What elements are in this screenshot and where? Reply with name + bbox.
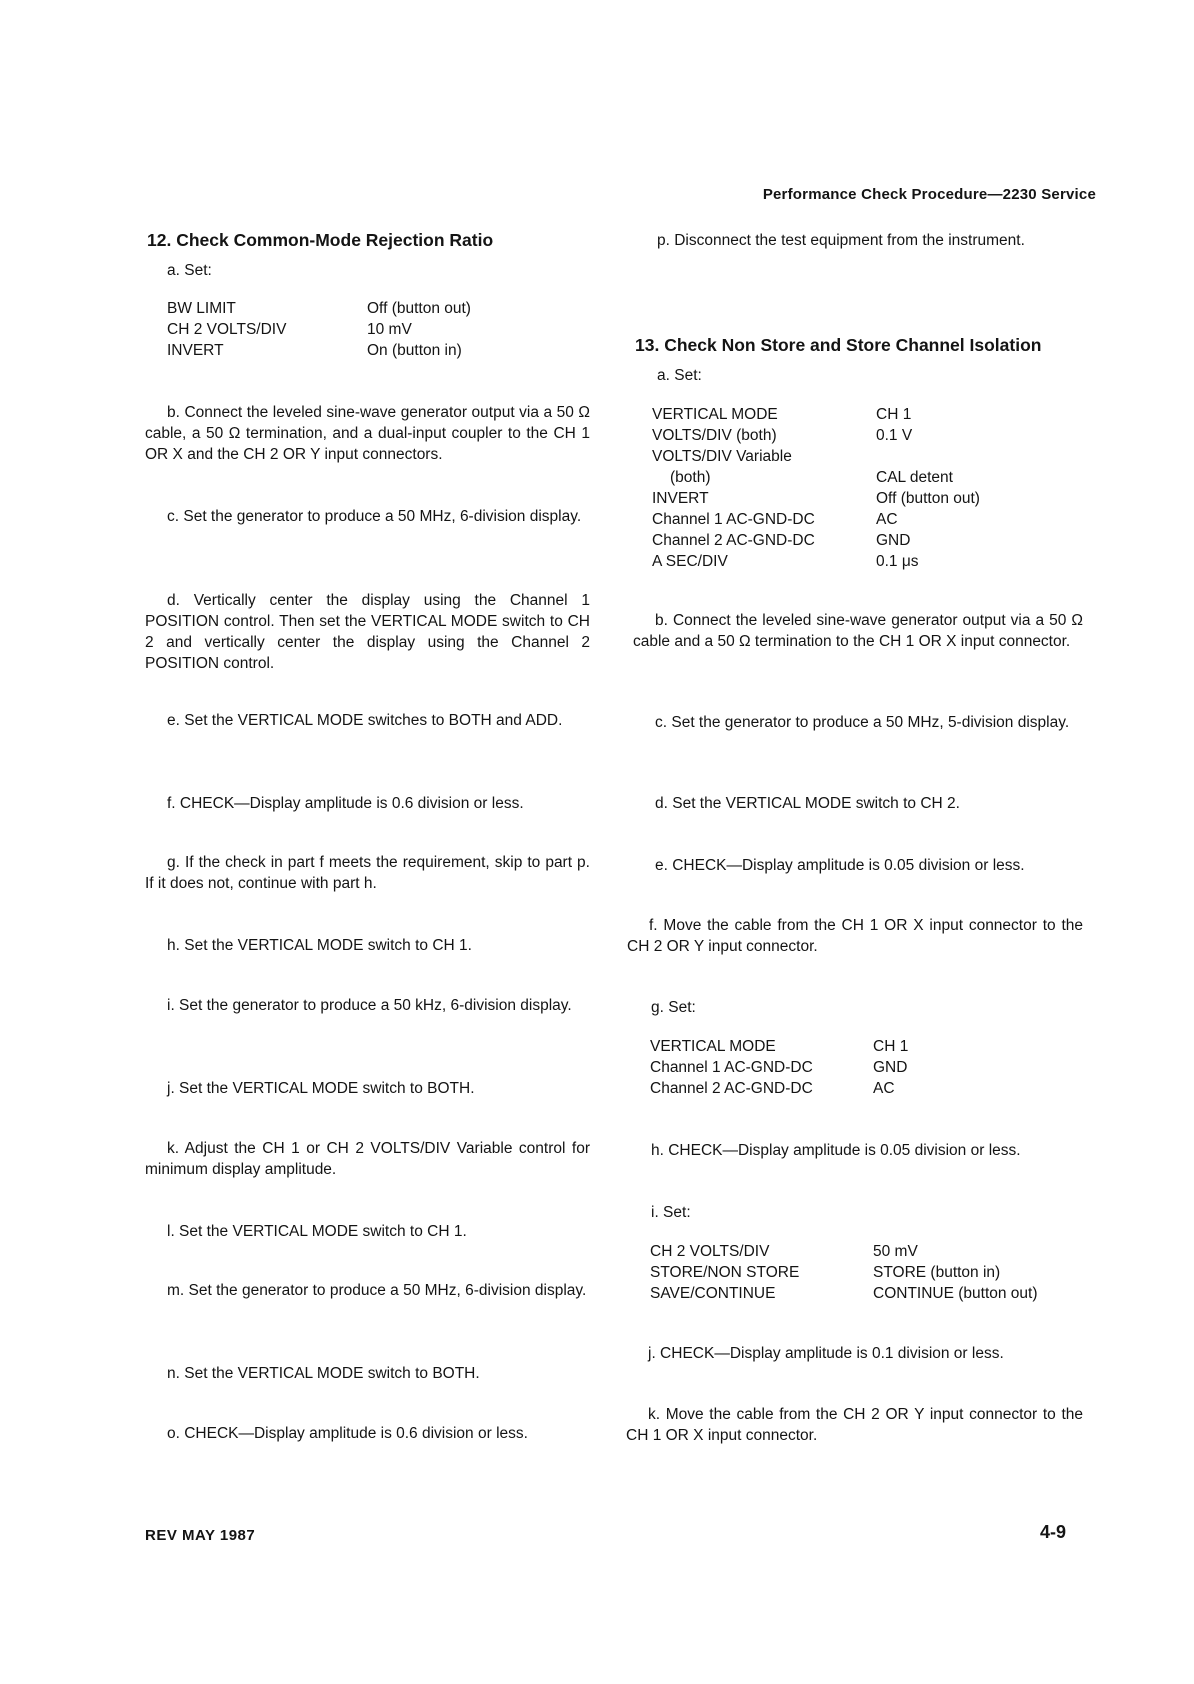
revision-date: REV MAY 1987: [145, 1527, 256, 1544]
setting-row: [167, 319, 497, 340]
setting-name: Channel 1 AC-GND-DC: [652, 511, 815, 528]
setting-value: CH 1: [876, 406, 912, 423]
left-step-m: m. Set the generator to produce a 50 MHz, 6-division display.: [167, 1282, 587, 1299]
left-step-l: l. Set the VERTICAL MODE switch to CH 1.: [167, 1223, 467, 1240]
setting-row: [652, 509, 1032, 530]
setting-name: VERTICAL MODE: [652, 406, 778, 423]
left-step-e: e. Set the VERTICAL MODE switches to BOTH and ADD.: [167, 712, 563, 729]
left-step-i: i. Set the generator to produce a 50 kHz, 6-division display.: [167, 997, 572, 1014]
setting-row: [167, 340, 497, 361]
left-step-j: j. Set the VERTICAL MODE switch to BOTH.: [167, 1080, 475, 1097]
section-13-heading: 13. Check Non Store and Store Channel Isolation: [635, 335, 1042, 355]
setting-name: A SEC/DIV: [652, 553, 728, 570]
page-number: 4-9: [1039, 1522, 1066, 1542]
setting-value: GND: [873, 1059, 908, 1076]
setting-row: [167, 298, 497, 319]
setting-name: Channel 2 AC-GND-DC: [652, 532, 815, 549]
setting-name: VOLTS/DIV Variable: [652, 448, 792, 465]
right-step-g: g. Set:: [651, 999, 696, 1016]
right-step-j: j. CHECK—Display amplitude is 0.1 division or less.: [648, 1345, 1004, 1362]
setting-value: CH 1: [873, 1038, 909, 1055]
setting-row: [652, 404, 1032, 425]
setting-value: AC: [873, 1080, 895, 1097]
setting-value: CAL detent: [876, 469, 953, 486]
left-step-c: c. Set the generator to produce a 50 MHz, 6-division display.: [167, 508, 582, 525]
setting-value: 0.1 μs: [876, 553, 919, 570]
left-step-f: f. CHECK—Display amplitude is 0.6 division or less.: [167, 795, 524, 812]
settings-table-13a: [652, 404, 1032, 572]
settings-table-13g: [650, 1036, 1030, 1099]
setting-name: (both): [670, 469, 711, 486]
section-12-heading: 12. Check Common-Mode Rejection Ratio: [147, 230, 494, 250]
right-step-h: h. CHECK—Display amplitude is 0.05 division or less.: [651, 1142, 1021, 1159]
setting-value: 0.1 V: [876, 427, 913, 444]
setting-value: On (button in): [367, 342, 462, 359]
setting-row: [652, 551, 1032, 572]
setting-value: 10 mV: [367, 321, 412, 338]
left-step-o: o. CHECK—Display amplitude is 0.6 division or less.: [167, 1425, 528, 1442]
setting-row: [650, 1036, 1030, 1057]
setting-name: CH 2 VOLTS/DIV: [167, 321, 287, 338]
setting-row: [652, 446, 1032, 467]
setting-name: SAVE/CONTINUE: [650, 1285, 776, 1302]
right-step-c: c. Set the generator to produce a 50 MHz, 5-division display.: [655, 714, 1070, 731]
setting-value: Off (button out): [876, 490, 980, 507]
setting-name: VERTICAL MODE: [650, 1038, 776, 1055]
setting-name: Channel 1 AC-GND-DC: [650, 1059, 813, 1076]
setting-name: STORE/NON STORE: [650, 1264, 800, 1281]
left-step-g: g. If the check in part f meets the requirement, skip to part p. If it does not, continue with part h.: [145, 854, 590, 892]
right-step-a: a. Set:: [657, 367, 702, 384]
right-step-e: e. CHECK—Display amplitude is 0.05 division or less.: [655, 857, 1025, 874]
setting-name: CH 2 VOLTS/DIV: [650, 1243, 770, 1260]
setting-row: [650, 1241, 1070, 1262]
right-step-p: p. Disconnect the test equipment from the instrument.: [657, 232, 1025, 249]
left-step-a: a. Set:: [167, 262, 212, 279]
setting-value: STORE (button in): [873, 1264, 1001, 1281]
left-step-h: h. Set the VERTICAL MODE switch to CH 1.: [167, 937, 472, 954]
setting-value: CONTINUE (button out): [873, 1285, 1038, 1302]
setting-value: GND: [876, 532, 911, 549]
settings-table-12a: [167, 298, 497, 361]
left-step-n: n. Set the VERTICAL MODE switch to BOTH.: [167, 1365, 480, 1382]
setting-row: [652, 467, 1032, 488]
right-step-k: k. Move the cable from the CH 2 OR Y input connector to the CH 1 OR X input connector.: [626, 1406, 1083, 1444]
left-step-b: b. Connect the leveled sine-wave generator output via a 50 Ω cable, a 50 Ω termination, and a dual-input coupler to the CH 1 OR X and the CH 2 OR Y input connectors.: [145, 404, 590, 463]
setting-row: [650, 1262, 1070, 1283]
left-step-k: k. Adjust the CH 1 or CH 2 VOLTS/DIV Variable control for minimum display amplitude.: [145, 1140, 590, 1178]
setting-row: [650, 1283, 1070, 1304]
right-step-i: i. Set:: [651, 1204, 691, 1221]
settings-table-13i: [650, 1241, 1070, 1304]
setting-value: Off (button out): [367, 300, 471, 317]
setting-name: VOLTS/DIV (both): [652, 427, 777, 444]
right-step-b: b. Connect the leveled sine-wave generator output via a 50 Ω cable and a 50 Ω termination to the CH 1 OR X input connector.: [633, 612, 1083, 650]
setting-name: INVERT: [167, 342, 224, 359]
running-header: Performance Check Procedure—2230 Service: [762, 186, 1096, 203]
setting-value: AC: [876, 511, 898, 528]
setting-name: INVERT: [652, 490, 709, 507]
setting-row: [650, 1078, 1030, 1099]
setting-name: Channel 2 AC-GND-DC: [650, 1080, 813, 1097]
right-step-f: f. Move the cable from the CH 1 OR X input connector to the CH 2 OR Y input connector.: [627, 917, 1083, 955]
setting-name: BW LIMIT: [167, 300, 236, 317]
setting-row: [652, 530, 1032, 551]
left-step-d: d. Vertically center the display using the Channel 1 POSITION control. Then set the VERTICAL MODE switch to CH 2 and vertically center the display using the Channel 2 POSITION control.: [145, 592, 590, 672]
right-step-d: d. Set the VERTICAL MODE switch to CH 2.: [655, 795, 960, 812]
setting-row: [650, 1057, 1030, 1078]
setting-row: [652, 425, 1032, 446]
setting-row: [652, 488, 1032, 509]
setting-value: 50 mV: [873, 1243, 918, 1260]
